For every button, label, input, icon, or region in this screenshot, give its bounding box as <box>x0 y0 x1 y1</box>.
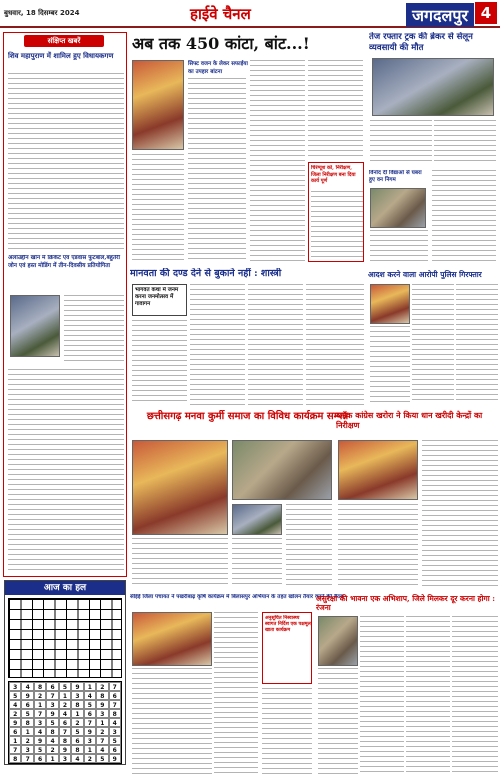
sudoku-cell: 9 <box>9 718 21 727</box>
sudoku-cell: 9 <box>96 700 108 709</box>
congress-body-1 <box>338 504 418 588</box>
main-body-1 <box>188 78 246 263</box>
bottom-right-photo <box>318 616 358 666</box>
sudoku-cell: 7 <box>109 700 121 709</box>
bottom-right-body-1 <box>360 616 404 776</box>
sudoku-cell: 1 <box>96 718 108 727</box>
sudoku-cell: 5 <box>84 700 96 709</box>
sudoku-cell: 5 <box>71 727 83 736</box>
event-photo-3 <box>232 504 282 535</box>
sudoku-cell: 8 <box>9 754 21 763</box>
event-body-2 <box>286 504 332 588</box>
forest-headline: विनोद दी विद्याओं से घबरा हुए वन निगम <box>369 170 422 183</box>
sudoku-cell: 4 <box>71 754 83 763</box>
event-photo-1 <box>132 440 228 535</box>
sudoku-cell: 6 <box>109 691 121 700</box>
brief-2-body-side <box>64 295 124 365</box>
main-body-2 <box>250 60 305 263</box>
sudoku-cell: 6 <box>9 727 21 736</box>
mid-headline: मानवता की दण्ड देने से बुकाने नहीं : शास्त्री <box>130 268 282 279</box>
sudoku-cell: 5 <box>21 709 33 718</box>
brief-2-photo <box>10 295 60 357</box>
main-headline: अब तक 450 कांटा, बांट...! <box>132 34 310 53</box>
sudoku-cell: 4 <box>59 709 71 718</box>
sudoku-cell: 2 <box>71 718 83 727</box>
sudoku-cell: 1 <box>46 754 58 763</box>
sudoku-cell: 9 <box>34 736 46 745</box>
right-top-story <box>368 30 498 165</box>
sudoku-cell: 2 <box>9 709 21 718</box>
sudoku-cell: 3 <box>46 700 58 709</box>
issue-date: बुधवार, 18 दिसम्बर 2024 <box>4 9 80 17</box>
sudoku-cell: 4 <box>34 727 46 736</box>
arrest-photo <box>370 284 410 324</box>
sudoku-cell: 6 <box>21 700 33 709</box>
sudoku-cell: 7 <box>59 727 71 736</box>
main-photo <box>132 60 184 150</box>
sudoku-cell: 2 <box>21 736 33 745</box>
sudoku-cell: 1 <box>71 709 83 718</box>
event-body-1 <box>132 538 228 588</box>
sudoku-cell: 6 <box>46 682 58 691</box>
sudoku-cell: 3 <box>59 754 71 763</box>
sudoku-cell: 5 <box>46 718 58 727</box>
sudoku-cell: 8 <box>34 682 46 691</box>
arrest-body-2 <box>456 284 498 404</box>
right-mid-body <box>432 170 496 265</box>
main-sidebar-box <box>308 162 364 262</box>
sudoku-cell: 7 <box>84 718 96 727</box>
sudoku-cell: 2 <box>34 691 46 700</box>
sudoku-cell: 4 <box>96 745 108 754</box>
sudoku-cell: 9 <box>71 682 83 691</box>
main-sidebar-body <box>311 191 363 261</box>
main-sidebar-title: चिरंग्यूश को, निरीक्षण, जिला निरीक्षण बना दिया कार्य पूर्ण <box>311 165 356 184</box>
truck-body-1 <box>370 120 432 164</box>
bottom-right-headline: असुरक्षा की भावना एक अभिशाप, जिले मिलकर दूर करना होगा : रंजना <box>316 594 496 612</box>
sudoku-cell: 1 <box>84 682 96 691</box>
event-photo-2 <box>232 440 332 500</box>
arrest-headline: आदश करने वाला आरोपी पुलिस गिरफ्तार <box>368 270 482 279</box>
sudoku-cell: 1 <box>84 745 96 754</box>
main-body-4 <box>132 154 184 263</box>
sudoku-cell: 4 <box>46 736 58 745</box>
sudoku-cell: 8 <box>96 691 108 700</box>
sudoku-cell: 2 <box>84 754 96 763</box>
brief-2-body <box>8 369 124 574</box>
sudoku-cell: 8 <box>71 700 83 709</box>
mid-body-1 <box>132 320 187 405</box>
congress-body-2 <box>422 440 498 588</box>
sudoku-cell: 2 <box>96 727 108 736</box>
sudoku-cell: 2 <box>59 700 71 709</box>
mid-body-3 <box>248 284 303 405</box>
bottom-right-body-4 <box>318 668 358 776</box>
arrest-body-3 <box>370 326 410 404</box>
sudoku-cell: 6 <box>109 745 121 754</box>
sudoku-cell: 5 <box>59 682 71 691</box>
left-column <box>3 32 127 577</box>
sudoku-cell: 7 <box>96 736 108 745</box>
sudoku-cell: 2 <box>96 682 108 691</box>
sudoku-cell: 1 <box>59 691 71 700</box>
sudoku-cell: 9 <box>109 754 121 763</box>
sudoku-cell: 6 <box>84 709 96 718</box>
page-number: 4 <box>475 2 497 24</box>
sudoku-cell: 7 <box>34 709 46 718</box>
sudoku-cell: 8 <box>109 709 121 718</box>
sudoku-cell: 6 <box>59 718 71 727</box>
sudoku-cell: 4 <box>21 682 33 691</box>
bottom-left-headline: सीईई जिला पंचायत ने पखरीबाढ़ कृषि कार्यक्रम में बिलासपुर अभियान के तहत खोलन तैयार करने की बैठक <box>130 594 345 600</box>
bottom-side-body <box>262 688 312 776</box>
sudoku-cell: 9 <box>84 727 96 736</box>
bottom-side-title: अनुसूचित निस्वास्थ्य स्वागत निर्दिश एक पक्षमूल खाता कार्यक्रम <box>265 615 311 633</box>
sudoku-cell: 4 <box>84 691 96 700</box>
bottom-left-photo <box>132 612 212 666</box>
truck-photo <box>372 58 494 116</box>
sudoku-cell: 7 <box>21 754 33 763</box>
event-headline: छत्तीसगढ़ मनवा कुर्मी समाज का विविध कार्यक्रम सम्पन्न <box>146 411 349 422</box>
sudoku-cell: 3 <box>96 709 108 718</box>
bottom-left-body-2 <box>214 612 258 776</box>
sudoku-cell: 3 <box>109 727 121 736</box>
sudoku-cell: 3 <box>71 691 83 700</box>
congress-headline: ब्लॉक कांग्रेस खरोरा ने किया धान खरीदी केन्द्रों का निरीक्षण <box>336 410 483 430</box>
sudoku-grid <box>8 681 122 764</box>
sudoku-cell: 4 <box>109 718 121 727</box>
mid-body-2 <box>190 284 245 405</box>
sudoku-cell: 1 <box>21 727 33 736</box>
main-story <box>130 30 365 265</box>
page-header <box>0 0 500 28</box>
sudoku-cell: 6 <box>34 754 46 763</box>
sudoku-cell: 5 <box>34 745 46 754</box>
truck-body-2 <box>434 120 496 164</box>
main-body-3 <box>308 60 363 160</box>
event-body-3 <box>232 538 282 588</box>
sudoku-cell: 9 <box>59 745 71 754</box>
bottom-side-box <box>262 612 312 684</box>
sudoku-cell: 5 <box>109 736 121 745</box>
sudoku-cell: 5 <box>9 691 21 700</box>
sudoku-cell: 6 <box>71 736 83 745</box>
sudoku-cell: 3 <box>34 718 46 727</box>
sudoku-cell: 9 <box>46 709 58 718</box>
brief-1-body <box>8 73 124 251</box>
sudoku-cell: 8 <box>21 718 33 727</box>
brief-1-title: शिव महापुराण में शामिल हुए विधायकगण <box>8 51 114 60</box>
sudoku-cell: 5 <box>96 754 108 763</box>
mid-subhead: भागवत कथा में जनम करना जनमोत्सव में गावागन <box>135 287 179 307</box>
truck-headline: तेज रफ्तार ट्रक की ब्रेकर से सेलून व्यवसायी की मौत <box>369 32 473 53</box>
bottom-right-body-3 <box>452 616 498 776</box>
sudoku-cell: 1 <box>34 700 46 709</box>
mid-subhead-box <box>132 284 187 316</box>
sudoku-cell: 2 <box>46 745 58 754</box>
sudoku-cell: 9 <box>21 691 33 700</box>
sudoku-cell: 8 <box>71 745 83 754</box>
puzzle-box <box>4 580 126 765</box>
forest-body <box>370 230 428 265</box>
sudoku-cell: 3 <box>21 745 33 754</box>
bottom-left-body-1 <box>132 668 212 776</box>
sudoku-cell: 7 <box>9 745 21 754</box>
brief-news-title: संक्षिप्त खबरें <box>24 35 104 47</box>
edition-city: जगदलपुर <box>406 3 474 27</box>
main-subhead: सिफ्ट वजन के लेकर सफाईया का उपहार बांटना <box>188 61 248 75</box>
sudoku-cell: 3 <box>9 682 21 691</box>
crossword-grid <box>8 598 122 678</box>
sudoku-cell: 8 <box>46 727 58 736</box>
arrest-body-1 <box>412 284 454 404</box>
sudoku-cell: 8 <box>59 736 71 745</box>
sudoku-cell: 4 <box>9 700 21 709</box>
sudoku-cell: 1 <box>9 736 21 745</box>
bottom-right-body-2 <box>406 616 450 776</box>
brief-2-title: अलाउद्दीन खान में क्रिकेट एवं एडवांस फुटबाल,बहुतेरी जोन एवं हस्त मोडिंग में तीन-दिवसीय प्रतियोगिता <box>8 255 121 269</box>
sudoku-cell: 7 <box>46 691 58 700</box>
sudoku-cell: 3 <box>84 736 96 745</box>
puzzle-title: आज का हल <box>5 581 125 595</box>
right-mid-stories <box>368 170 498 265</box>
mid-body-4 <box>306 284 364 405</box>
newspaper-name: हाईवे चैनल <box>190 5 251 23</box>
forest-photo <box>370 188 426 228</box>
congress-photo <box>338 440 418 500</box>
sudoku-cell: 7 <box>109 682 121 691</box>
